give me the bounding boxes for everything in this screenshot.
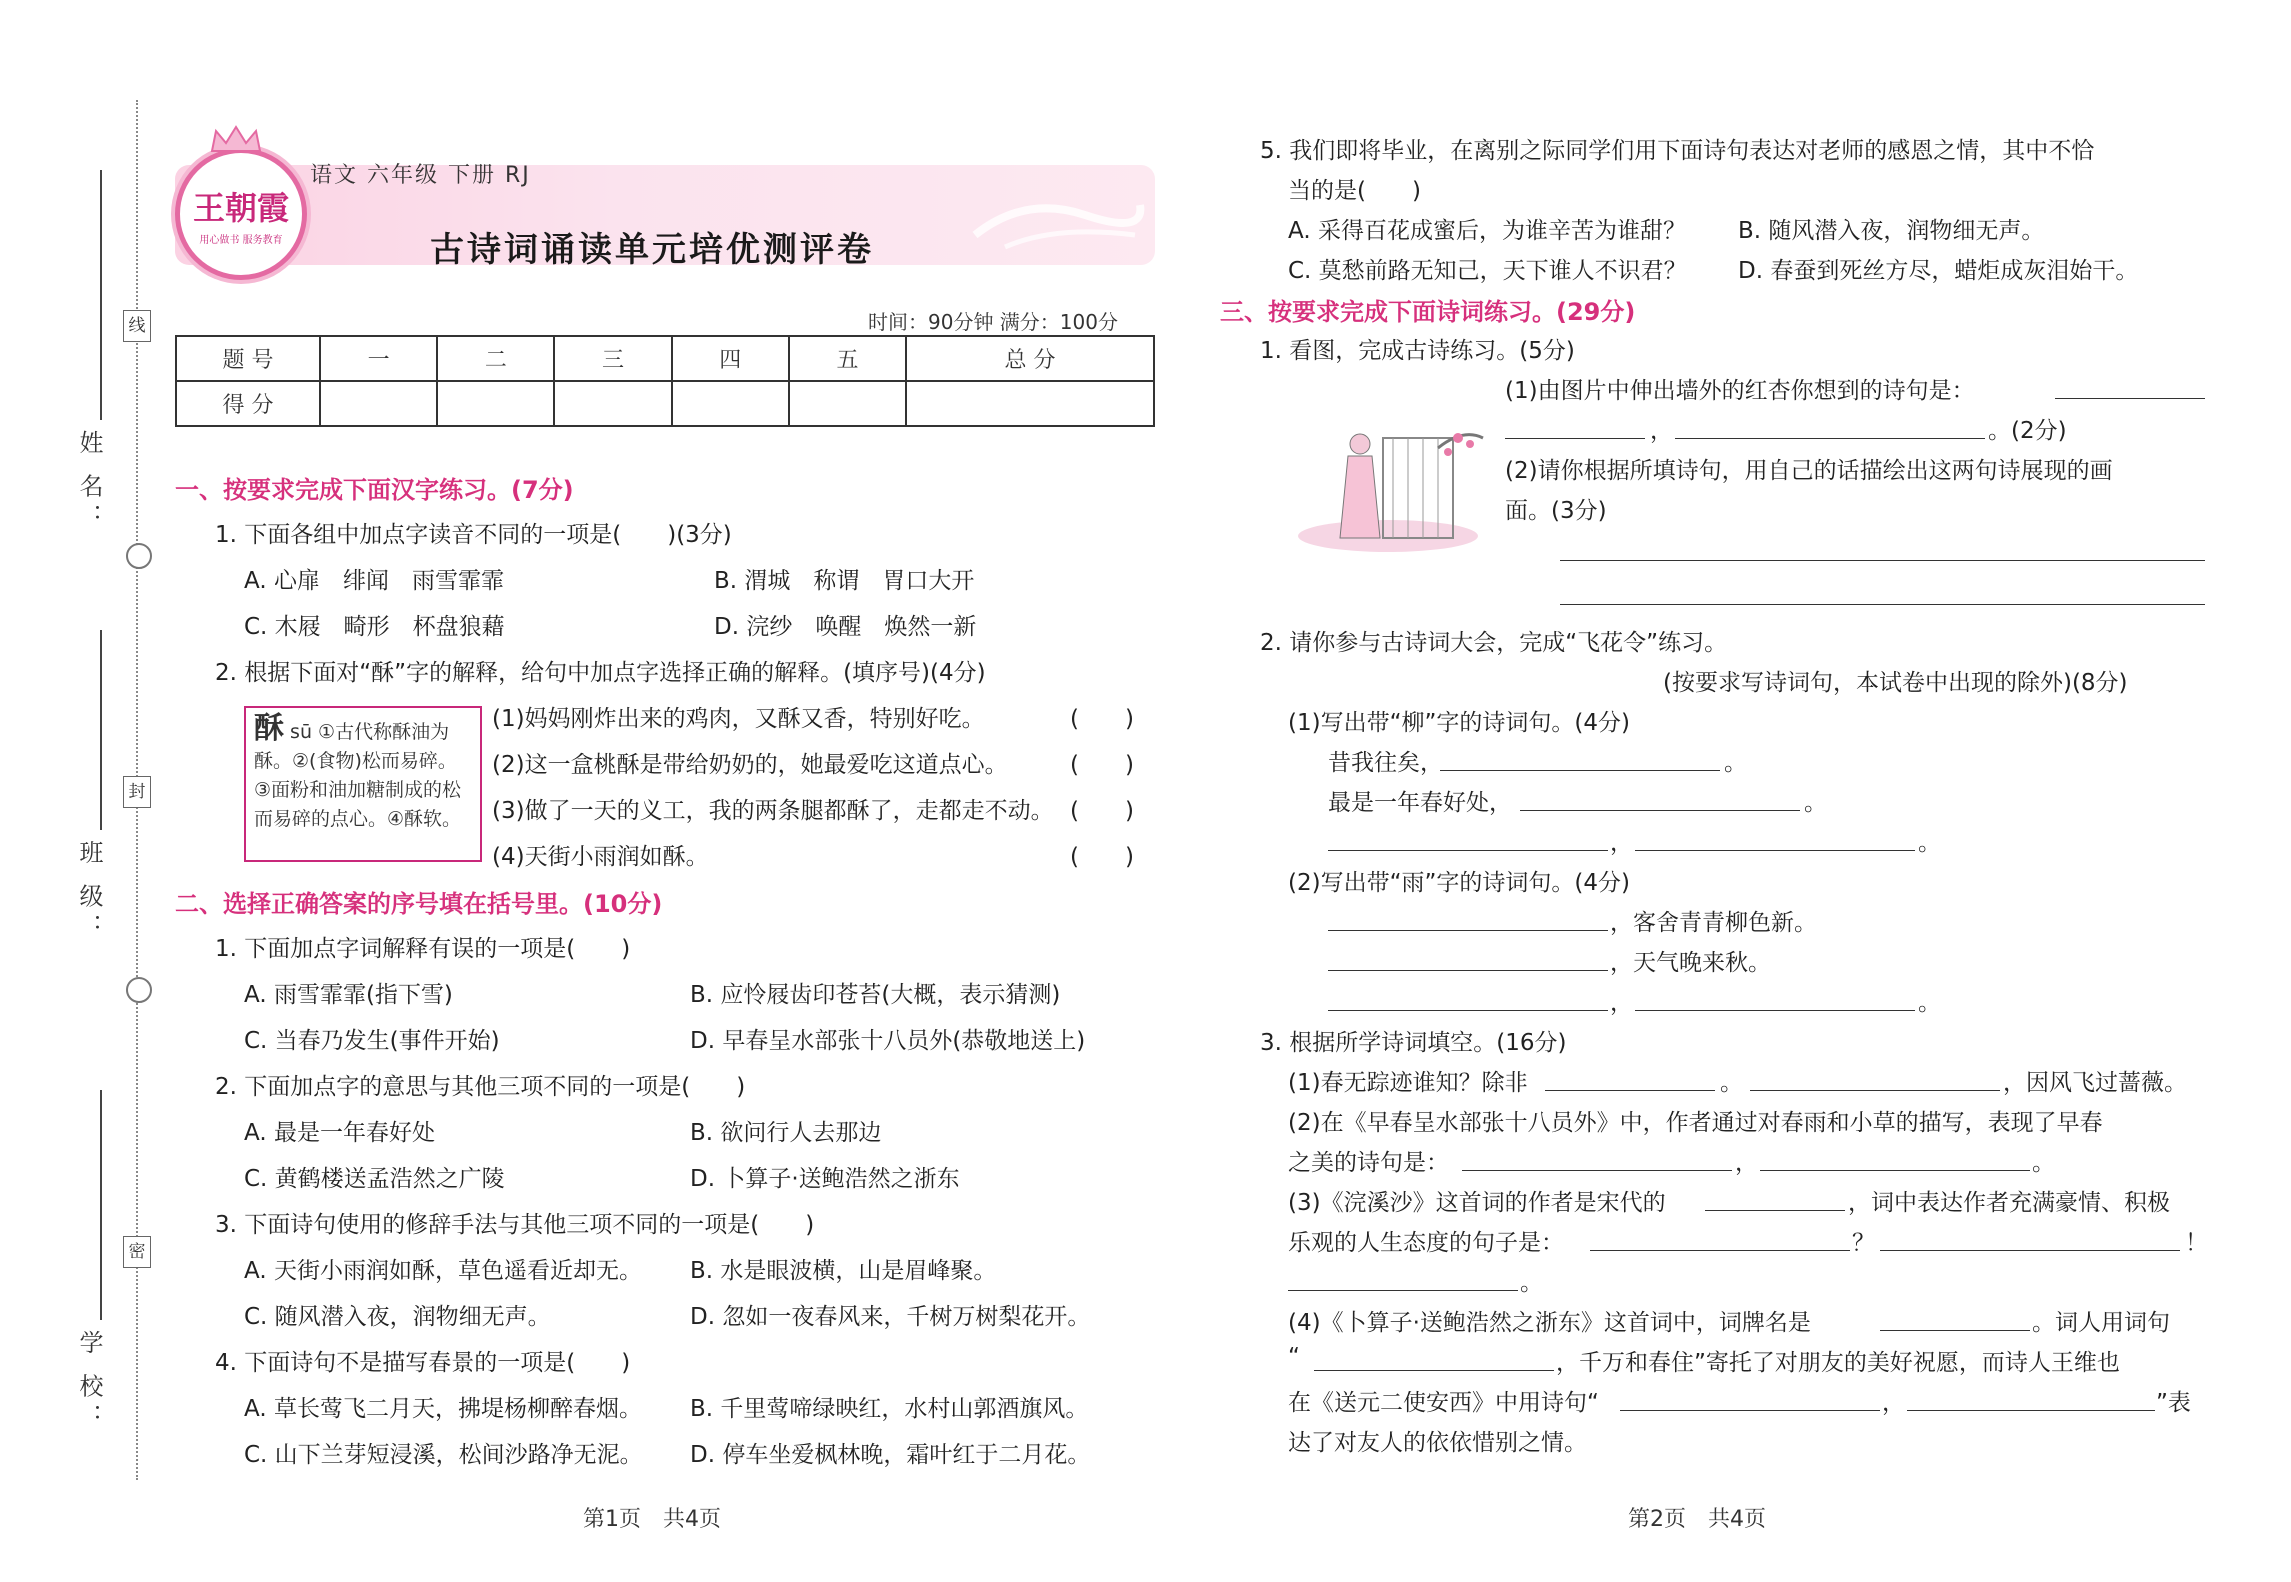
sentence-3: (3)做了一天的义工，我的两条腿都酥了，走都走不动。 [492, 798, 1054, 824]
option-a: A. 雨雪霏霏(指下雪) [244, 982, 453, 1008]
time-info: 时间：90分钟 满分：100分 [868, 310, 1118, 334]
logo-subtext: 用心做书 服务教育 [199, 235, 283, 246]
period: 。 [1918, 990, 1941, 1016]
class-label: 班 级： [75, 840, 103, 944]
question-3-2-stem: 2. 请你参与古诗词大会，完成“飞花令”练习。 [1260, 630, 1728, 656]
question-3-1-part1-score: 。(2分) [1988, 418, 2067, 444]
option-c: C. 山下兰芽短浸溪，松间沙路净无泥。 [244, 1442, 643, 1468]
option-d: D. 早春呈水部张十八员外(恭敬地送上) [690, 1028, 1086, 1054]
answer-blank[interactable] [1462, 1170, 1732, 1171]
stamp-seal: 封 [123, 776, 151, 808]
option-b: B. 欲问行人去那边 [690, 1120, 882, 1146]
option-b: B. 随风潜入夜，润物细无声。 [1738, 218, 2045, 244]
period: 。 [1520, 1270, 1543, 1296]
period: 。 [1720, 1070, 1743, 1096]
question-3-1-stem: 1. 看图，完成古诗练习。(5分) [1260, 338, 1575, 364]
answer-blank[interactable] [1590, 1250, 1850, 1251]
name-line [100, 170, 102, 420]
option-d: D. 停车坐爱枫林晚，霜叶红于二月花。 [690, 1442, 1091, 1468]
period: 。 [1804, 790, 1827, 816]
question-3-2-note: (按要求写诗词句，本试卷中出现的除外)(8分) [1663, 670, 2128, 696]
option-b: B. 千里莺啼绿映红，水村山郭酒旗风。 [690, 1396, 1089, 1422]
period: 。 [2032, 1150, 2055, 1176]
fill-4-cont: ，千万和春住”寄托了对朋友的美好祝愿，而诗人王维也 [1556, 1350, 2120, 1376]
score-table-header: 二 [437, 336, 554, 381]
answer-blank[interactable] [1907, 1410, 2155, 1411]
option-a: A. 最是一年春好处 [244, 1120, 435, 1146]
option-a: A. 草长莺飞二月天，拂堤杨柳醉春烟。 [244, 1396, 642, 1422]
score-table-header: 四 [672, 336, 789, 381]
option-a: A. 采得百花成蜜后，为谁辛苦为谁甜？ [1288, 218, 1686, 244]
question-mark: ？ [1852, 1230, 1875, 1256]
brand-logo [175, 148, 307, 280]
fill-3-end: ，词中表达作者充满豪情、积极 [1848, 1190, 2170, 1216]
answer-blank[interactable] [1545, 1090, 1715, 1091]
answer-blank[interactable] [1328, 930, 1608, 931]
question-2-4-stem: 4. 下面诗句不是描写春景的一项是( ) [215, 1350, 631, 1376]
option-d: D. 忽如一夜春风来，千树万树梨花开。 [690, 1304, 1091, 1330]
willow-line-2: 最是一年春好处， [1328, 790, 1512, 816]
question-3-1-part2: (2)请你根据所填诗句，用自己的话描绘出这两句诗展现的画 [1505, 458, 2113, 484]
fill-1-end: ，因风飞过蔷薇。 [2003, 1070, 2187, 1096]
period: 。 [1918, 830, 1941, 856]
page-number-left: 第1页 共4页 [583, 1507, 721, 1532]
question-3-3-stem: 3. 根据所学诗词填空。(16分) [1260, 1030, 1567, 1056]
definition-char: 酥 [254, 711, 284, 746]
class-line [100, 630, 102, 830]
option-d: D. 卜算子·送鲍浩然之浙东 [690, 1166, 960, 1192]
answer-blank[interactable] [1288, 1290, 1518, 1291]
option-c: C. 莫愁前路无知己，天下谁人不识君？ [1288, 258, 1687, 284]
answer-blank[interactable] [1505, 438, 1645, 439]
definition-box [244, 706, 482, 862]
answer-blank[interactable] [1635, 850, 1915, 851]
question-2-5-stem-cont: 当的是( ) [1288, 178, 1421, 204]
comma: ， [1650, 418, 1673, 444]
answer-blank[interactable] [2055, 398, 2205, 399]
name-label: 姓 名： [75, 430, 103, 534]
section-1-title: 一、按要求完成下面汉字练习。(7分) [175, 476, 574, 504]
comma: ， [1882, 1390, 1905, 1416]
score-table-header: 题 号 [176, 336, 320, 381]
binding-hole-icon [126, 977, 152, 1003]
fill-4-end: 。词人用词句 [2032, 1310, 2170, 1336]
fill-5-start: 在《送元二使安西》中用诗句“ [1288, 1390, 1599, 1416]
comma: ， [1735, 1150, 1758, 1176]
section-3-title: 三、按要求完成下面诗词练习。(29分) [1220, 298, 1636, 326]
answer-blank[interactable] [1705, 1210, 1845, 1211]
fill-2-cont: 之美的诗句是： [1288, 1150, 1449, 1176]
question-3-1-part2-cont: 面。(3分) [1505, 498, 1607, 524]
option-a: A. 天街小雨润如酥，草色遥看近却无。 [244, 1258, 642, 1284]
answer-blank[interactable] [1750, 1090, 2000, 1091]
willow-line-1: 昔我往矣， [1328, 750, 1443, 776]
score-cell[interactable] [554, 381, 671, 426]
score-table-header: 总 分 [906, 336, 1154, 381]
question-3-1-part1: (1)由图片中伸出墙外的红杏你想到的诗句是： [1505, 378, 1975, 404]
answer-blank[interactable] [1675, 438, 1985, 439]
stamp-secret: 密 [123, 1236, 151, 1268]
score-table-header: 五 [789, 336, 906, 381]
section-2-title: 二、选择正确答案的序号填在括号里。(10分) [175, 890, 663, 918]
answer-blank[interactable] [1880, 1330, 2030, 1331]
answer-blank[interactable] [1314, 1370, 1554, 1371]
score-cell[interactable] [672, 381, 789, 426]
exclamation: ！ [2185, 1230, 2208, 1256]
school-line [100, 1090, 102, 1320]
score-cell[interactable] [320, 381, 437, 426]
fill-4-start: (4)《卜算子·送鲍浩然之浙东》这首词中，词牌名是 [1288, 1310, 1811, 1336]
option-c: C. 木屐 畸形 杯盘狼藉 [244, 614, 505, 640]
definition-pinyin: sū [290, 721, 312, 743]
option-a: A. 心扉 绯闻 雨雪霏霏 [244, 568, 504, 594]
comma: ， [1610, 830, 1633, 856]
answer-blank[interactable] [1328, 850, 1608, 851]
answer-blank[interactable] [1760, 1170, 2030, 1171]
answer-paren[interactable]: ( ) [1070, 706, 1134, 732]
score-table-row [176, 381, 1154, 426]
sentence-1: (1)妈妈刚炸出来的鸡肉，又酥又香，特别好吃。 [492, 706, 985, 732]
question-3-2-part1: (1)写出带“柳”字的诗词句。(4分) [1288, 710, 1630, 736]
answer-blank[interactable] [1328, 1010, 1608, 1011]
option-c: C. 随风潜入夜，润物细无声。 [244, 1304, 551, 1330]
crown-icon [208, 123, 264, 153]
fill-5-end: ”表 [2156, 1390, 2191, 1416]
question-1-1-stem: 1. 下面各组中加点字读音不同的一项是( )(3分) [215, 522, 732, 548]
score-table-header: 三 [554, 336, 671, 381]
option-c: C. 当春乃发生(事件开始) [244, 1028, 500, 1054]
question-1-2-stem: 2. 根据下面对“酥”字的解释，给句中加点字选择正确的解释。(填序号)(4分) [215, 660, 986, 686]
sentence-4: (4)天街小雨润如酥。 [492, 844, 709, 870]
option-c: C. 黄鹤楼送孟浩然之广陵 [244, 1166, 505, 1192]
score-row-label: 得 分 [176, 381, 320, 426]
answer-blank[interactable] [1328, 970, 1608, 971]
fill-3-start: (3)《浣溪沙》这首词的作者是宋代的 [1288, 1190, 1666, 1216]
answer-blank[interactable] [1520, 810, 1800, 811]
score-table [175, 335, 1155, 427]
question-2-2-stem: 2. 下面加点字的意思与其他三项不同的一项是( ) [215, 1074, 746, 1100]
answer-blank[interactable] [1635, 1010, 1915, 1011]
score-cell[interactable] [906, 381, 1154, 426]
fill-5-cont: 达了对友人的依依惜别之情。 [1288, 1430, 1587, 1456]
quote-open: “ [1288, 1344, 1300, 1370]
logo-text: 王朝霞 [192, 189, 289, 227]
school-label: 学 校： [75, 1330, 103, 1434]
score-cell[interactable] [437, 381, 554, 426]
binding-hole-icon [126, 543, 152, 569]
answer-paren[interactable]: ( ) [1070, 798, 1134, 824]
page-number-right: 第2页 共4页 [1628, 1507, 1766, 1532]
option-d: D. 浣纱 唤醒 焕然一新 [714, 614, 977, 640]
question-2-5-stem: 5. 我们即将毕业，在离别之际同学们用下面诗句表达对老师的感恩之情，其中不恰 [1260, 138, 2095, 164]
fill-3-cont: 乐观的人生态度的句子是： [1288, 1230, 1564, 1256]
score-cell[interactable] [789, 381, 906, 426]
question-3-2-part2: (2)写出带“雨”字的诗词句。(4分) [1288, 870, 1630, 896]
answer-blank[interactable] [1620, 1410, 1880, 1411]
stamp-line: 线 [123, 310, 151, 342]
option-d: D. 春蚕到死丝方尽，蜡炬成灰泪始干。 [1738, 258, 2139, 284]
question-2-1-stem: 1. 下面加点字词解释有误的一项是( ) [215, 936, 631, 962]
apricot-wall-illustration [1288, 408, 1488, 558]
period: 。 [1724, 750, 1747, 776]
answer-blank[interactable] [1440, 770, 1720, 771]
answer-blank[interactable] [1880, 1250, 2180, 1251]
answer-paren[interactable]: ( ) [1070, 844, 1134, 870]
answer-line[interactable] [1560, 604, 2205, 605]
question-2-3-stem: 3. 下面诗句使用的修辞手法与其他三项不同的一项是( ) [215, 1212, 815, 1238]
score-table-header-row [176, 336, 1154, 381]
page-title: 古诗词诵读单元培优测评卷 [430, 230, 874, 270]
definition-text: ①古代称酥油为酥。②(食物)松而易碎。③面粉和油加糖制成的松而易碎的点心。④酥软。 [254, 721, 462, 830]
subject-line: 语文 六年级 下册 RJ [310, 163, 531, 188]
option-b: B. 渭城 称谓 胃口大开 [714, 568, 975, 594]
rain-line-1: ，客舍青青柳色新。 [1610, 910, 1817, 936]
answer-line[interactable] [1560, 560, 2205, 561]
comma: ， [1610, 990, 1633, 1016]
decor-swirl-icon [965, 185, 1145, 255]
score-table-header: 一 [320, 336, 437, 381]
sentence-2: (2)这一盒桃酥是带给奶奶的，她最爱吃这道点心。 [492, 752, 1008, 778]
rain-line-2: ，天气晚来秋。 [1610, 950, 1771, 976]
option-b: B. 水是眼波横，山是眉峰聚。 [690, 1258, 997, 1284]
option-b: B. 应怜屐齿印苍苔(大概，表示猜测) [690, 982, 1061, 1008]
fill-1-start: (1)春无踪迹谁知？除非 [1288, 1070, 1528, 1096]
answer-paren[interactable]: ( ) [1070, 752, 1134, 778]
fill-2-line: (2)在《早春呈水部张十八员外》中，作者通过对春雨和小草的描写，表现了早春 [1288, 1110, 2103, 1136]
